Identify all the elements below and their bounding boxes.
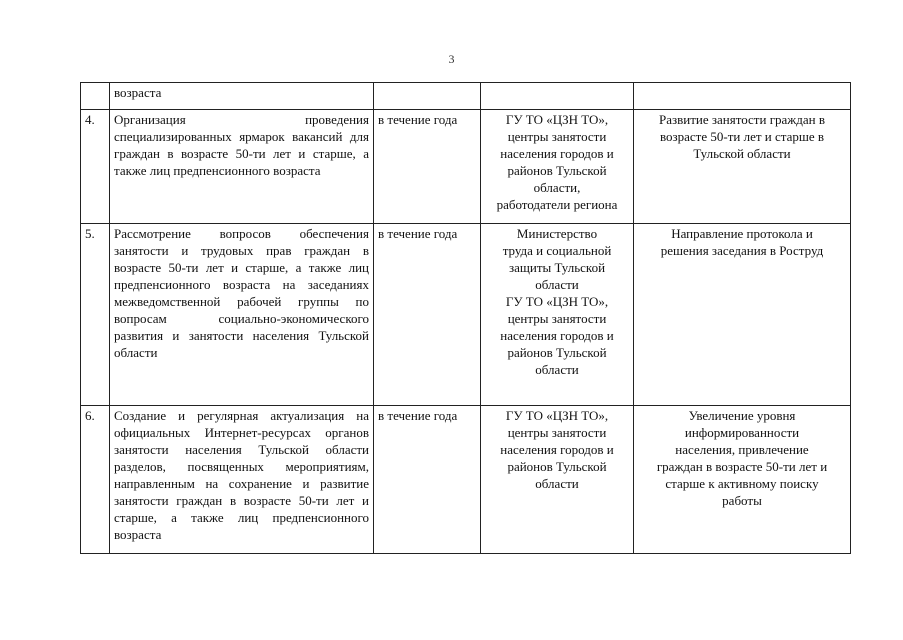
table-row <box>81 224 851 406</box>
table-row <box>81 110 851 224</box>
term-cell: в течение года <box>374 406 481 554</box>
executors-cell: ГУ ТО «ЦЗН ТО», центры занятости населения городов и районов Тульской области, работодатели региона <box>481 110 634 224</box>
measures-table <box>80 82 851 554</box>
row-number: 6. <box>81 406 110 554</box>
executors-cell: Министерство труда и социальной защиты Тульской области ГУ ТО «ЦЗН ТО», центры занятости населения городов и районов Тульской области <box>481 224 634 406</box>
term-cell <box>374 83 481 110</box>
executors-cell: ГУ ТО «ЦЗН ТО», центры занятости населения городов и районов Тульской области <box>481 406 634 554</box>
term-cell: в течение года <box>374 110 481 224</box>
measures-table-body <box>81 83 851 554</box>
result-cell: Развитие занятости граждан в возрасте 50-ти лет и старше в Тульской области <box>634 110 851 224</box>
executors-cell <box>481 83 634 110</box>
activity-cell: возраста <box>110 83 374 110</box>
row-number: 5. <box>81 224 110 406</box>
row-number <box>81 83 110 110</box>
activity-cell: Организация проведения специализированных ярмарок вакансий для граждан в возрасте 50-ти лет и старше, а также лиц предпенсионного возраста <box>110 110 374 224</box>
term-cell: в течение года <box>374 224 481 406</box>
activity-cell: Создание и регулярная актуализация на официальных Интернет-ресурсах органов занятости населения Тульской области разделов, посвященных мероприятиям, направленным на сохранение и развитие занятости граждан в возрасте 50-ти лет и старше, а также лиц предпенсионного возраста <box>110 406 374 554</box>
table-row <box>81 83 851 110</box>
result-cell: Направление протокола и решения заседания в Роструд <box>634 224 851 406</box>
activity-cell: Рассмотрение вопросов обеспечения занятости и трудовых прав граждан в возрасте 50-ти лет и старше, а также лиц предпенсионного возраста на заседаниях межведомственной рабочей группы по вопросам социально-экономического развития и занятости населения Тульской области <box>110 224 374 406</box>
result-cell <box>634 83 851 110</box>
page-number: 3 <box>448 52 455 66</box>
table-row <box>81 406 851 554</box>
result-cell: Увеличение уровня информированности населения, привлечение граждан в возрасте 50-ти лет и старше к активному поиску работы <box>634 406 851 554</box>
row-number: 4. <box>81 110 110 224</box>
